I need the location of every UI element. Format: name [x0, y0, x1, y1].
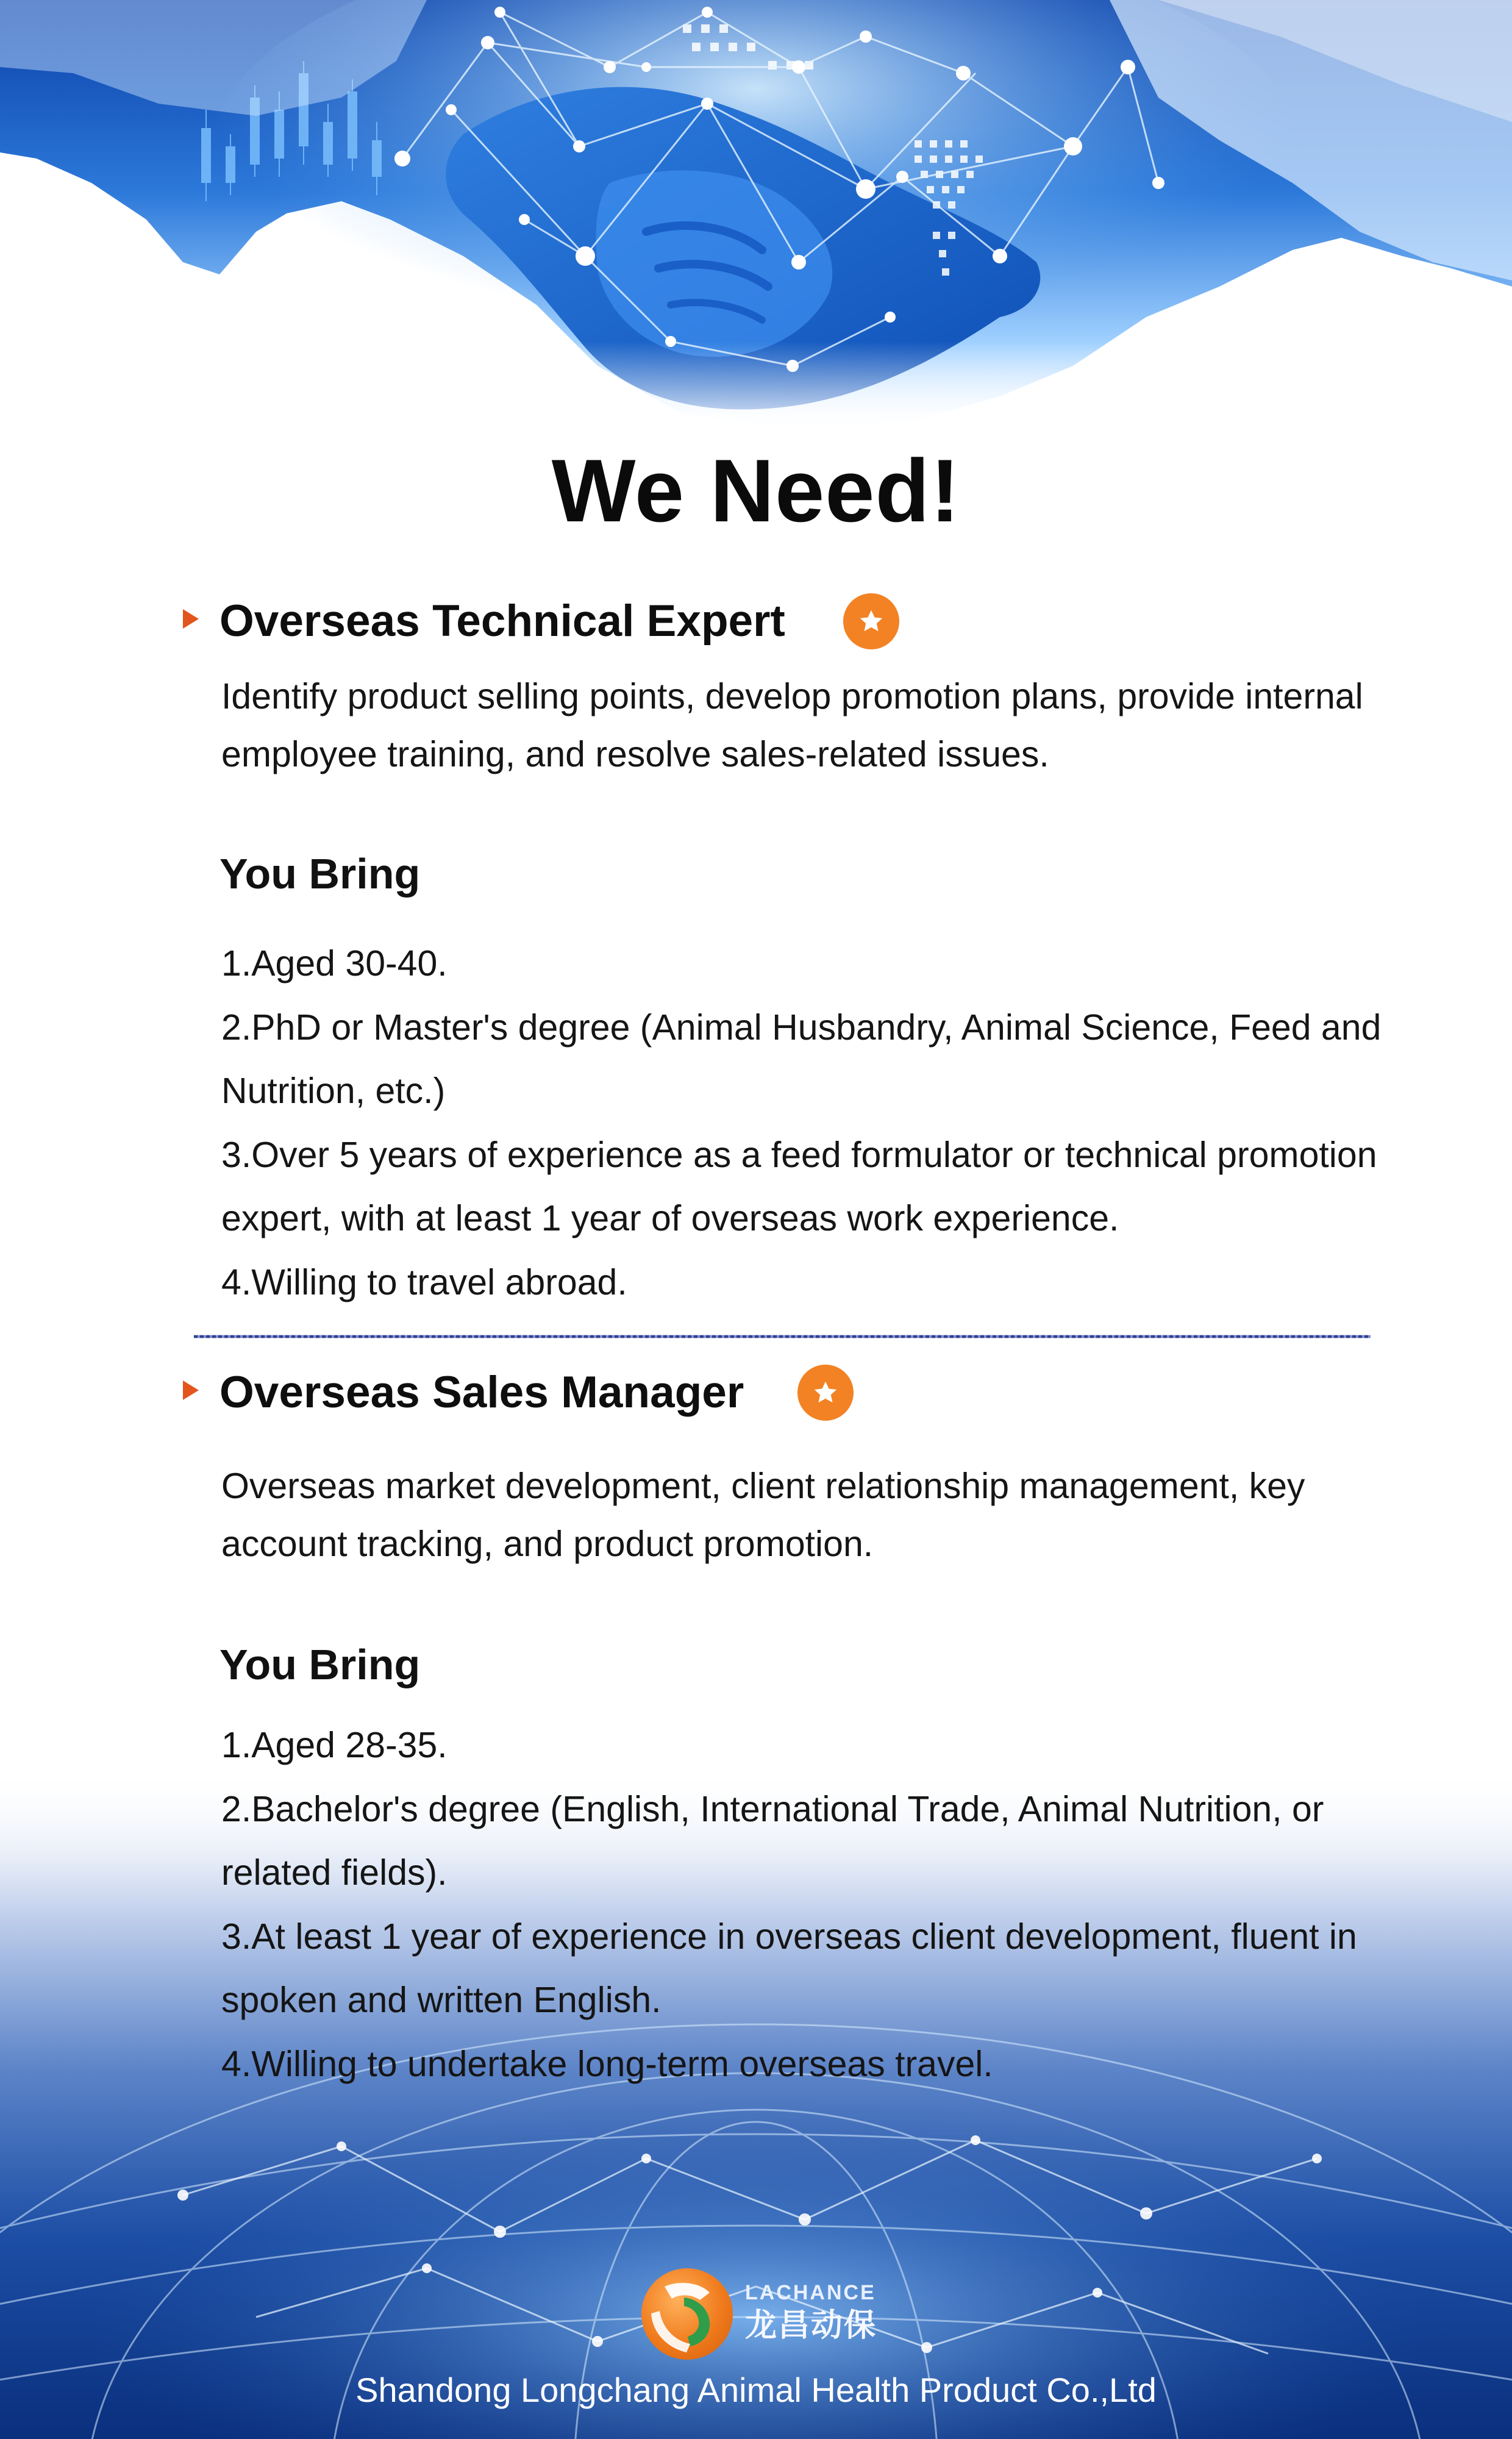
role-summary: Overseas market development, client relationship management, key account tracking, and product promotion. [221, 1466, 1305, 1564]
job-section-technical-expert [183, 588, 1396, 1314]
list-item: 4.Willing to travel abroad. [221, 1262, 627, 1302]
triangle-arrow-icon [183, 609, 199, 629]
role-title: Overseas Sales Manager [219, 1368, 744, 1417]
you-bring-heading: You Bring [219, 850, 421, 898]
lachance-logo-icon [641, 2268, 733, 2360]
handshake-network-art [0, 0, 1512, 439]
requirements-list [183, 1713, 1396, 2096]
hero-banner [0, 0, 1512, 439]
section-divider [194, 1333, 1371, 1340]
list-item: 2.Bachelor's degree (English, International Trade, Animal Nutrition, or related fields). [221, 1788, 1324, 1893]
role-title: Overseas Technical Expert [219, 596, 785, 646]
list-item: 1.Aged 30-40. [221, 943, 448, 984]
logo-text-en: LACHANCE [745, 2281, 876, 2304]
list-item: 2.PhD or Master's degree (Animal Husbandry, Animal Science, Feed and Nutrition, etc.) [221, 1007, 1382, 1111]
triangle-arrow-icon [183, 1380, 199, 1400]
job-section-sales-manager [183, 1360, 1396, 2096]
list-item: 4.Willing to undertake long-term overseas travel. [221, 2043, 993, 2084]
role-summary: Identify product selling points, develop promotion plans, provide internal employee training, and resolve sales-related issues. [221, 676, 1363, 774]
you-bring-heading: You Bring [219, 1641, 421, 1688]
list-item: 1.Aged 28-35. [221, 1725, 448, 1765]
role-header [183, 1360, 1396, 1427]
role-header [183, 588, 1396, 655]
logo-text-cn: 龙昌动保 [745, 2308, 877, 2343]
star-icon [797, 1365, 854, 1421]
requirements-list [183, 932, 1396, 1314]
list-item: 3.At least 1 year of experience in overseas client development, fluent in spoken and written English. [221, 1916, 1357, 2020]
star-icon [843, 593, 899, 649]
list-item: 3.Over 5 years of experience as a feed formulator or technical promotion expert, with at least 1 year of overseas work experience. [221, 1134, 1377, 1238]
company-logo [641, 2268, 885, 2372]
company-name: Shandong Longchang Animal Health Product Co.,Ltd [355, 2371, 1157, 2409]
headline: We Need! [551, 441, 961, 540]
